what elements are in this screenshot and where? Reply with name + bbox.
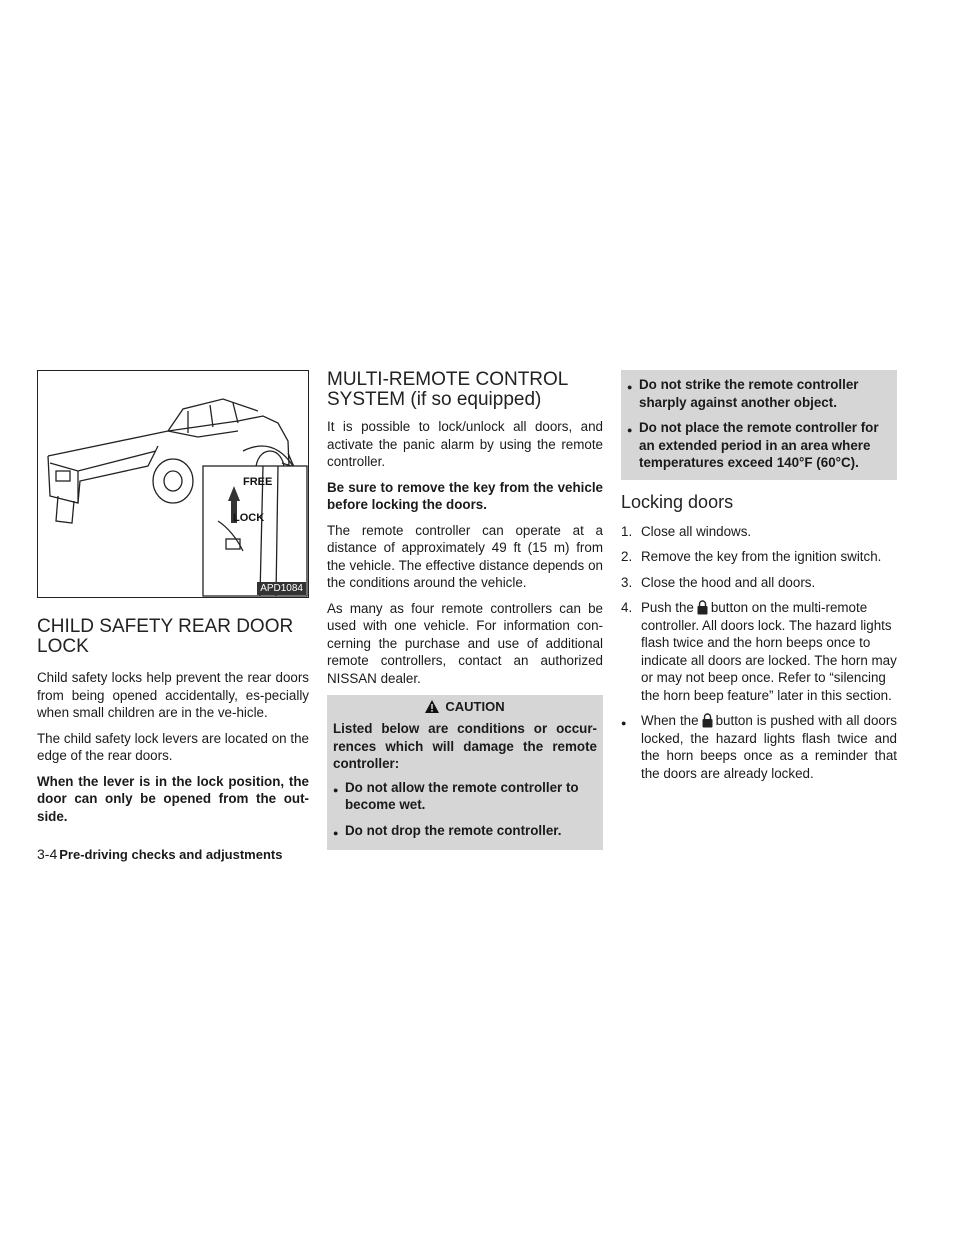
note-item: ● When the button is pushed with all doors locked, the hazard lights flash twice and the horn beeps once as a reminder that the doors are already locked. <box>621 713 897 781</box>
paragraph: The child safety lock levers are located on the edge of the rear doors. <box>37 730 309 763</box>
caution-item: ● Do not allow the remote controller to become wet. <box>333 779 579 812</box>
step-item: 4. Push the button on the multi-remote controller. All doors lock. The hazard lights flash twice and the horn beeps once to indicate all doors are locked. The horn may or may not beep once. Refer to “silencing the horn beep feature” later in this section. <box>621 600 897 703</box>
bullet-icon: ● <box>627 425 633 435</box>
paragraph-bold: When the lever is in the lock position, the door can only be opened from the out-side. <box>37 773 309 824</box>
section-heading-remote: MULTI-REMOTE CONTROL SYSTEM (if so equipped) <box>327 369 568 410</box>
truck-figure <box>37 370 309 598</box>
caution-title: CAUTION <box>445 699 505 714</box>
column-2 <box>327 370 603 850</box>
paragraph: The remote controller can operate at a distance of approximately 49 ft (15 m) from the vehicle. The effective distance depends on the conditions around the vehicle. <box>327 522 603 590</box>
paragraph: It is possible to lock/unlock all doors, and activate the panic alarm by using the remote controller. <box>327 419 603 469</box>
caution-item: ● Do not place the remote controller for an extended period in an area where temperatures exceed 140°F (60°C). <box>627 420 879 470</box>
paragraph: As many as four remote controllers can be used with one vehicle. For information con-cerning the purchase and use of additional remote controllers, contact an authorized NISSAN dealer. <box>327 600 603 686</box>
paragraph-bold: Be sure to remove the key from the vehicle before locking the doors. <box>327 479 603 512</box>
caution-item: ● Do not drop the remote controller. <box>333 822 597 843</box>
bullet-icon: ● <box>627 382 633 392</box>
bullet-icon: ● <box>333 827 339 838</box>
warning-icon <box>425 700 439 713</box>
lock-button-icon <box>697 600 708 615</box>
free-label: FREE <box>243 476 273 488</box>
column-1 <box>37 370 309 833</box>
bullet-icon: ● <box>333 784 339 795</box>
caution-box-continued <box>621 370 897 480</box>
truck-illustration <box>38 371 308 597</box>
lock-label: LOCK <box>233 512 265 524</box>
page-number: 3-4 <box>37 846 58 862</box>
step-item: 2. Remove the key from the ignition switch. <box>621 549 882 564</box>
subsection-heading-locking: Locking doors <box>621 491 734 512</box>
caution-box <box>327 695 603 850</box>
step-item: 1. Close all windows. <box>621 523 752 539</box>
caution-intro: Listed below are conditions or occur-rences which will damage the remote controller: <box>333 721 597 771</box>
column-3 <box>621 370 897 782</box>
bullet-icon: ● <box>621 718 627 728</box>
caution-header <box>333 699 597 714</box>
lock-button-icon <box>702 713 713 728</box>
section-heading-child-lock: CHILD SAFETY REAR DOOR LOCK <box>37 616 294 657</box>
steps-list <box>621 523 897 705</box>
paragraph: Child safety locks help prevent the rear doors from being opened accidentally, es-pecially when small children are in the ve-hicle. <box>37 670 309 720</box>
step-item: 3. Close the hood and all doors. <box>621 574 816 590</box>
caution-item: ● Do not strike the remote controller sharply against another object. <box>627 377 859 410</box>
page-footer <box>37 846 282 862</box>
section-title: Pre-driving checks and adjustments <box>59 847 283 862</box>
figure-code: APD1084 <box>257 582 306 595</box>
